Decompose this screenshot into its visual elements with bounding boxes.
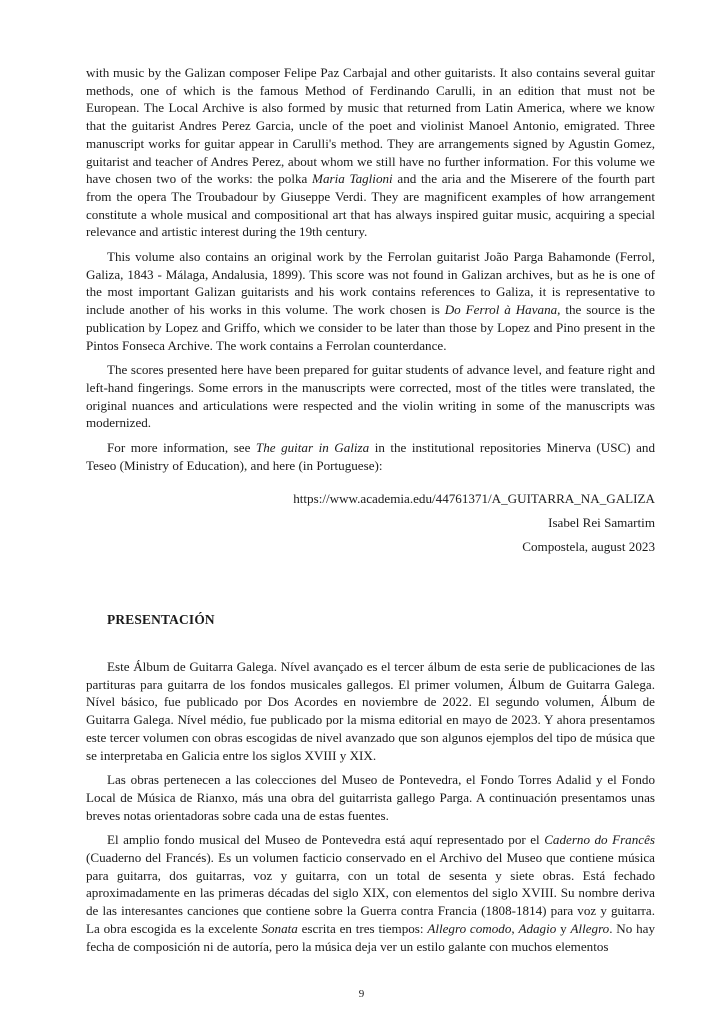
paragraph-es-3: El amplio fondo musical del Museo de Pontevedra está aquí representado por el Caderno do Francês (Cuaderno del Francés). Es un volumen facticio conservado en el Archivo del Museo que contiene música para guitarra, dos guitarras, voz y guitarra, con un total de sesenta y siete obras. Está fechado aproximadamente en las primeras décadas del siglo XIX, con elementos del siglo XVIII. Su nombre deriva de las interesantes canciones que contiene sobre la Guerra contra Francia (1808-1814) para voz y guitarra. La obra escogida es la excelente Sonata escrita en tres tiempos: Allegro comodo, Adagio y Allegro. No hay fecha de composición ni de autoría, pero la música deja ver un estilo galante con muchos elementos: [86, 832, 656, 954]
section-heading: PRESENTACIÓN: [107, 612, 215, 627]
italic-title: The guitar in Galiza: [255, 440, 370, 456]
italic-title: Do Ferrol à Havana: [444, 302, 558, 318]
english-section: [86, 64, 655, 474]
paragraph-en-1: with music by the Galizan composer Felipe Paz Carbajal and other guitarists. It also contains several guitar methods, one of which is the famous Method of Ferdinando Carulli, in an edition that must not be European. The Local Archive is also formed by music that returned from Latin America, where we know that the guitarist Andres Perez Garcia, uncle of the poet and violinist Manoel Antonio, emigrated. Three manuscript works for guitar appear in Carulli's method. They are arrangements signed by Agustin Gomez, guitarist and teacher of Andres Perez, about whom we still have no further information. For this volume we have chosen two of the works: the polka Maria Taglioni and the aria and the Miserere of the fourth part from the opera The Troubadour by Giuseppe Verdi. They are magnificent examples of how arrangement constitute a whole musical and compositional art that has always inspired guitar music, acquiring a special relevance and artistic interest during the 19th century.: [86, 65, 656, 240]
page-number: 9: [358, 988, 365, 1000]
author-name: Isabel Rei Samartim: [548, 515, 655, 530]
paragraph-es-1: Este Álbum de Guitarra Galega. Nível avançado es el tercer álbum de esta serie de publicaciones de las partituras para guitarra de los fondos musicales gallegos. El primer volumen, Álbum de Guitarra Galega. Nível básico, fue publicado por Dos Acordes en noviembre de 2022. El segundo volumen, Álbum de Guitarra Galega. Nível médio, fue publicado por la misma editorial en mayo de 2023. Y ahora presentamos este tercer volumen con obras escogidas de nivel avanzado que son algunos ejemplos del tipo de música que se interpretaba en Galicia entre los siglos XVIII y XIX.: [86, 659, 655, 763]
italic-title: Maria Taglioni: [312, 171, 393, 187]
spanish-section: [86, 658, 655, 955]
paragraph-en-2: This volume also contains an original work by the Ferrolan guitarist João Parga Bahamonde (Ferrol, Galiza, 1843 - Málaga, Andalusia, 1899). This score was not found in Galizan archives, but as he is one of the most important Galizan guitarists and his work contains references to Galiza, it is representative to include another of his works in this volume. The work chosen is Do Ferrol à Havana, the source is the publication by Lopez and Griffo, which we consider to be later than those by Lopez and Pino present in the Pintos Fonseca Archive. The work contains a Ferrolan counterdance.: [86, 249, 655, 353]
paragraph-es-2: Las obras pertenecen a las colecciones del Museo de Pontevedra, el Fondo Torres Adalid y el Fondo Local de Música de Rianxo, más una obra del guitarrista gallego Parga. A continuación presentamos unas breves notas orientadoras sobre cada una de estas fuentes.: [86, 772, 655, 823]
reference-url: https://www.academia.edu/44761371/A_GUITARRA_NA_GALIZA: [293, 491, 655, 506]
signature-block: [86, 487, 655, 559]
paragraph-en-3: The scores presented here have been prepared for guitar students of advance level, and feature right and left-hand fingerings. Some errors in the manuscripts were corrected, most of the titles were translated, the original nuances and articulations were respected and the violin writing in some of the manuscripts was modernized.: [86, 362, 655, 431]
paragraph-en-4: For more information, see The guitar in Galiza in the institutional repositories Minerva (USC) and Teseo (Ministry of Education), and here (in Portuguese):: [86, 440, 655, 473]
place-date: Compostela, august 2023: [522, 539, 655, 554]
